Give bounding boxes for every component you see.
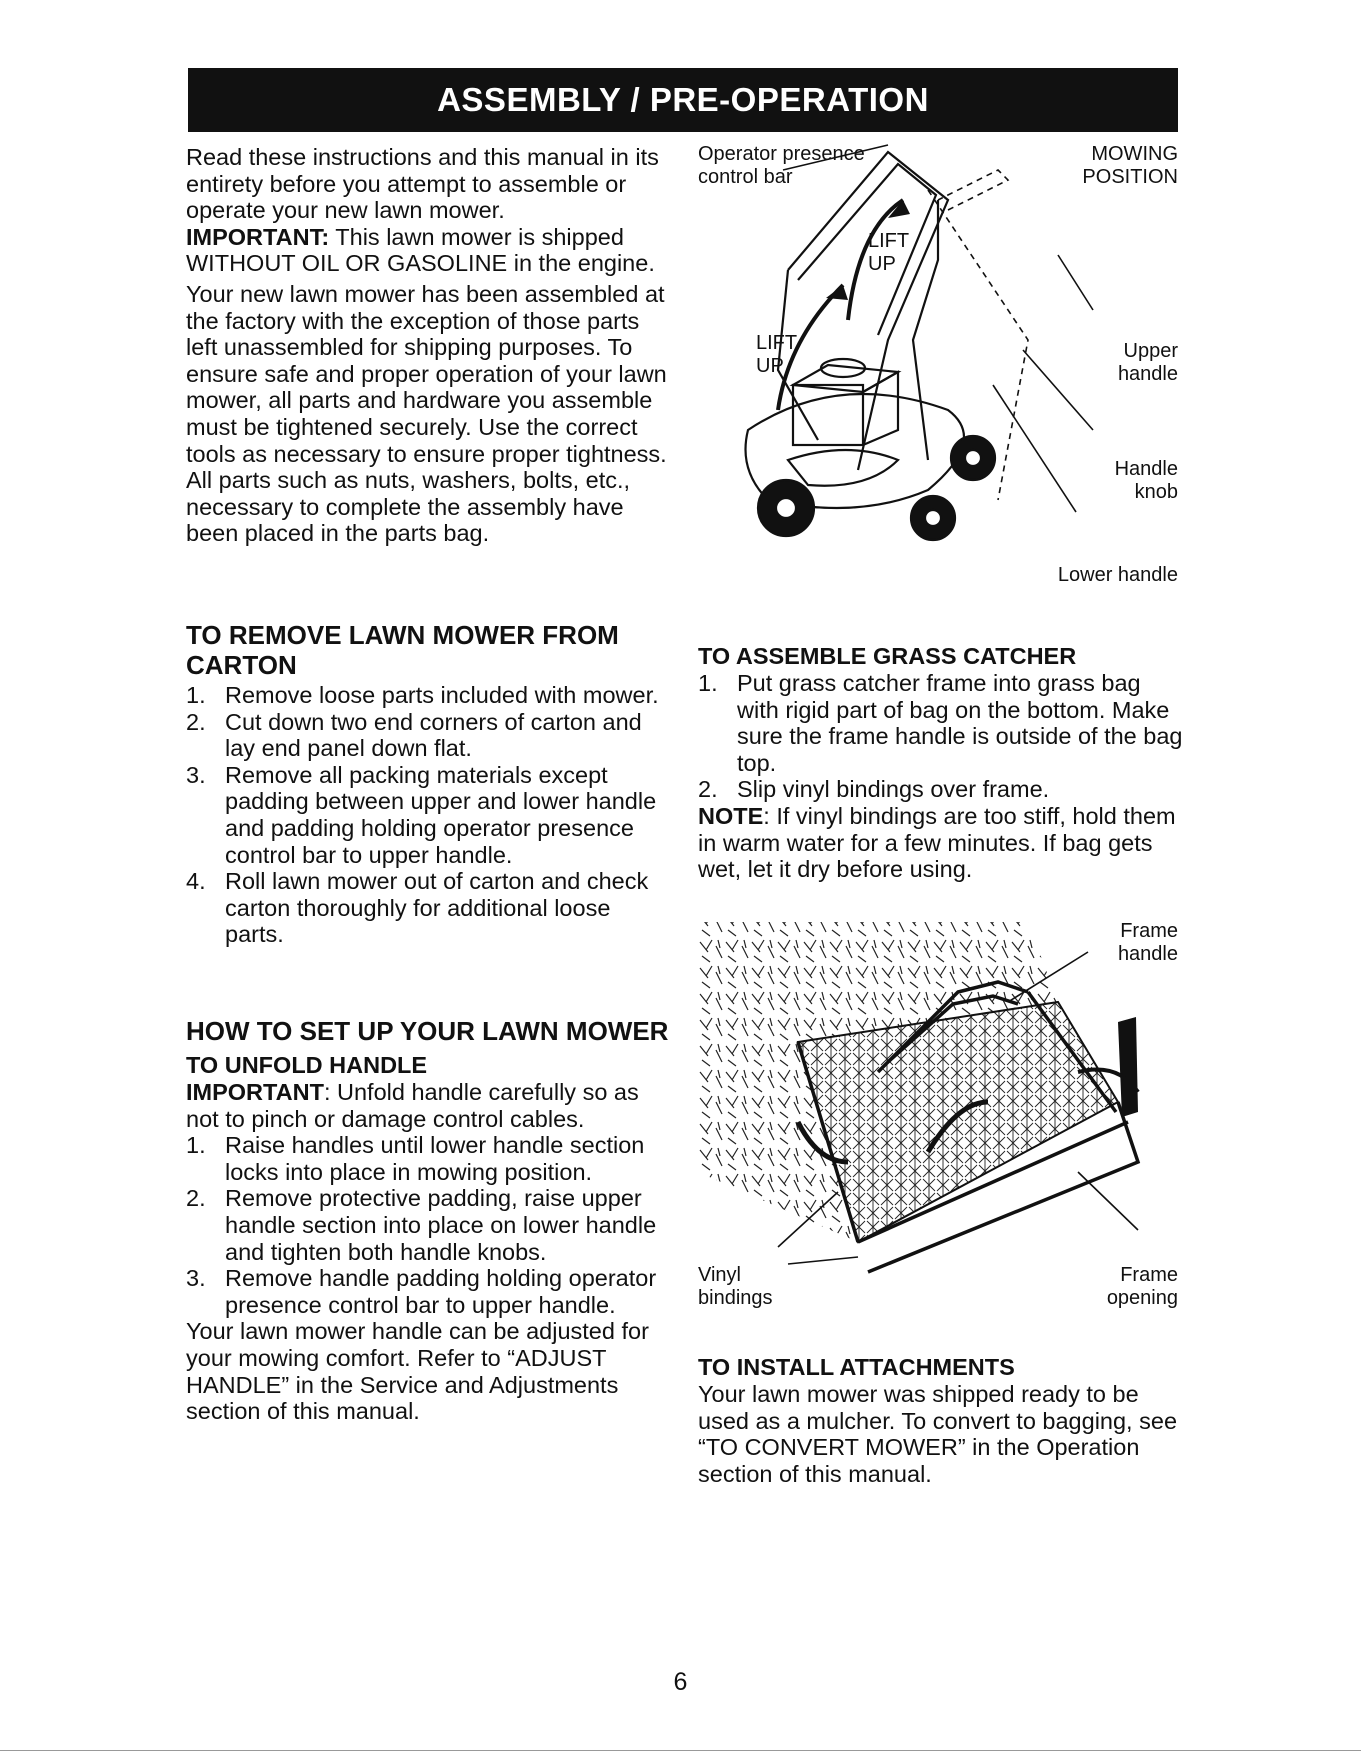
list-item: 4. Roll lawn mower out of carton and check carton thoroughly for additional loose parts. bbox=[186, 868, 649, 948]
attachments-paragraph: Your lawn mower was shipped ready to be used as a mulcher. To convert to bagging, see “TO CONVERT MOWER” in the Operation section of this manual. bbox=[698, 1381, 1178, 1487]
intro-paragraph: Read these instructions and this manual in its entirety before you attempt to assemble or operate your new lawn mower. bbox=[186, 144, 659, 224]
handle-knob-label: Handle knob bbox=[1114, 458, 1178, 503]
bottom-rule bbox=[0, 1750, 1361, 1751]
important-text: This lawn mower is shipped WITHOUT OIL OR GASOLINE in the engine. bbox=[186, 223, 655, 277]
catcher-section bbox=[698, 643, 1188, 883]
lift-up-label-upper: LIFT UP bbox=[868, 230, 909, 275]
remove-section bbox=[186, 620, 671, 948]
catcher-heading: TO ASSEMBLE GRASS CATCHER bbox=[698, 643, 1077, 669]
list-item: 3. Remove handle padding holding operator presence control bar to upper handle. bbox=[186, 1265, 657, 1318]
setup-section bbox=[186, 1016, 671, 1425]
vinyl-bindings-label: Vinyl bindings bbox=[698, 1264, 773, 1309]
frame-handle-label: Frame handle bbox=[1117, 920, 1178, 965]
lift-up-label-lower: LIFT UP bbox=[756, 332, 797, 377]
mowing-position-label: MOWING POSITION bbox=[1082, 143, 1178, 188]
section-banner: ASSEMBLY / PRE-OPERATION bbox=[188, 68, 1178, 132]
list-item: 2. Cut down two end corners of carton and lay end panel down flat. bbox=[186, 708, 642, 762]
remove-steps bbox=[186, 682, 671, 948]
catcher-steps bbox=[698, 670, 1188, 803]
attachments-section bbox=[698, 1354, 1188, 1487]
operator-bar-label: Operator presence control bar bbox=[698, 143, 865, 188]
unfold-handle-heading: TO UNFOLD HANDLE bbox=[186, 1052, 428, 1078]
list-item: 1. Raise handles until lower handle section locks into place in mowing position. bbox=[186, 1132, 645, 1185]
lower-handle-label: Lower handle bbox=[1057, 564, 1178, 586]
list-item: 2. Slip vinyl bindings over frame. bbox=[698, 776, 1050, 803]
upper-handle-label: Upper handle bbox=[1117, 340, 1178, 385]
unfold-steps bbox=[186, 1132, 671, 1318]
remove-heading: TO REMOVE LAWN MOWER FROM CARTON bbox=[186, 620, 619, 680]
important-notice bbox=[186, 224, 671, 277]
list-item: 3. Remove all packing materials except padding between upper and lower handle and padding holding operator presence control bar to upper handle. bbox=[186, 761, 657, 868]
list-item: 1. Put grass catcher frame into grass bag with rigid part of bag on the bottom. Make sure the frame handle is outside of the bag top. bbox=[698, 670, 1183, 776]
adjust-handle-paragraph: Your lawn mower handle can be adjusted for your mowing comfort. Refer to “ADJUST HANDLE” in the Service and Adjustments section of this manual. bbox=[186, 1318, 649, 1425]
page-number: 6 bbox=[673, 1668, 688, 1696]
list-item: 1. Remove loose parts included with mower. bbox=[186, 682, 659, 708]
attachments-heading: TO INSTALL ATTACHMENTS bbox=[698, 1354, 1015, 1380]
setup-important: IMPORTANT: Unfold handle carefully so as not to pinch or damage control cables. bbox=[186, 1079, 639, 1132]
catcher-note: NOTE: If vinyl bindings are too stiff, hold them in warm water for a few minutes. If bag gets wet, let it dry before using. bbox=[698, 802, 1176, 883]
frame-opening-label: Frame opening bbox=[1106, 1264, 1178, 1309]
intro-section bbox=[186, 144, 671, 547]
important-label: IMPORTANT: bbox=[186, 223, 330, 250]
setup-heading: HOW TO SET UP YOUR LAWN MOWER bbox=[186, 1016, 669, 1046]
list-item: 2. Remove protective padding, raise upper handle section into place on lower handle and tighten both handle knobs. bbox=[186, 1185, 657, 1265]
assembly-paragraph: Your new lawn mower has been assembled at the factory with the exception of those parts left unassembled for shipping purposes. To ensure safe and proper operation of your lawn mower, all parts and hardware you assemble must be tightened securely. Use the correct tools as necessary to ensure proper tightness. All parts such as nuts, washers, bolts, etc., necessary to complete the assembly have been placed in the parts bag. bbox=[186, 280, 667, 547]
